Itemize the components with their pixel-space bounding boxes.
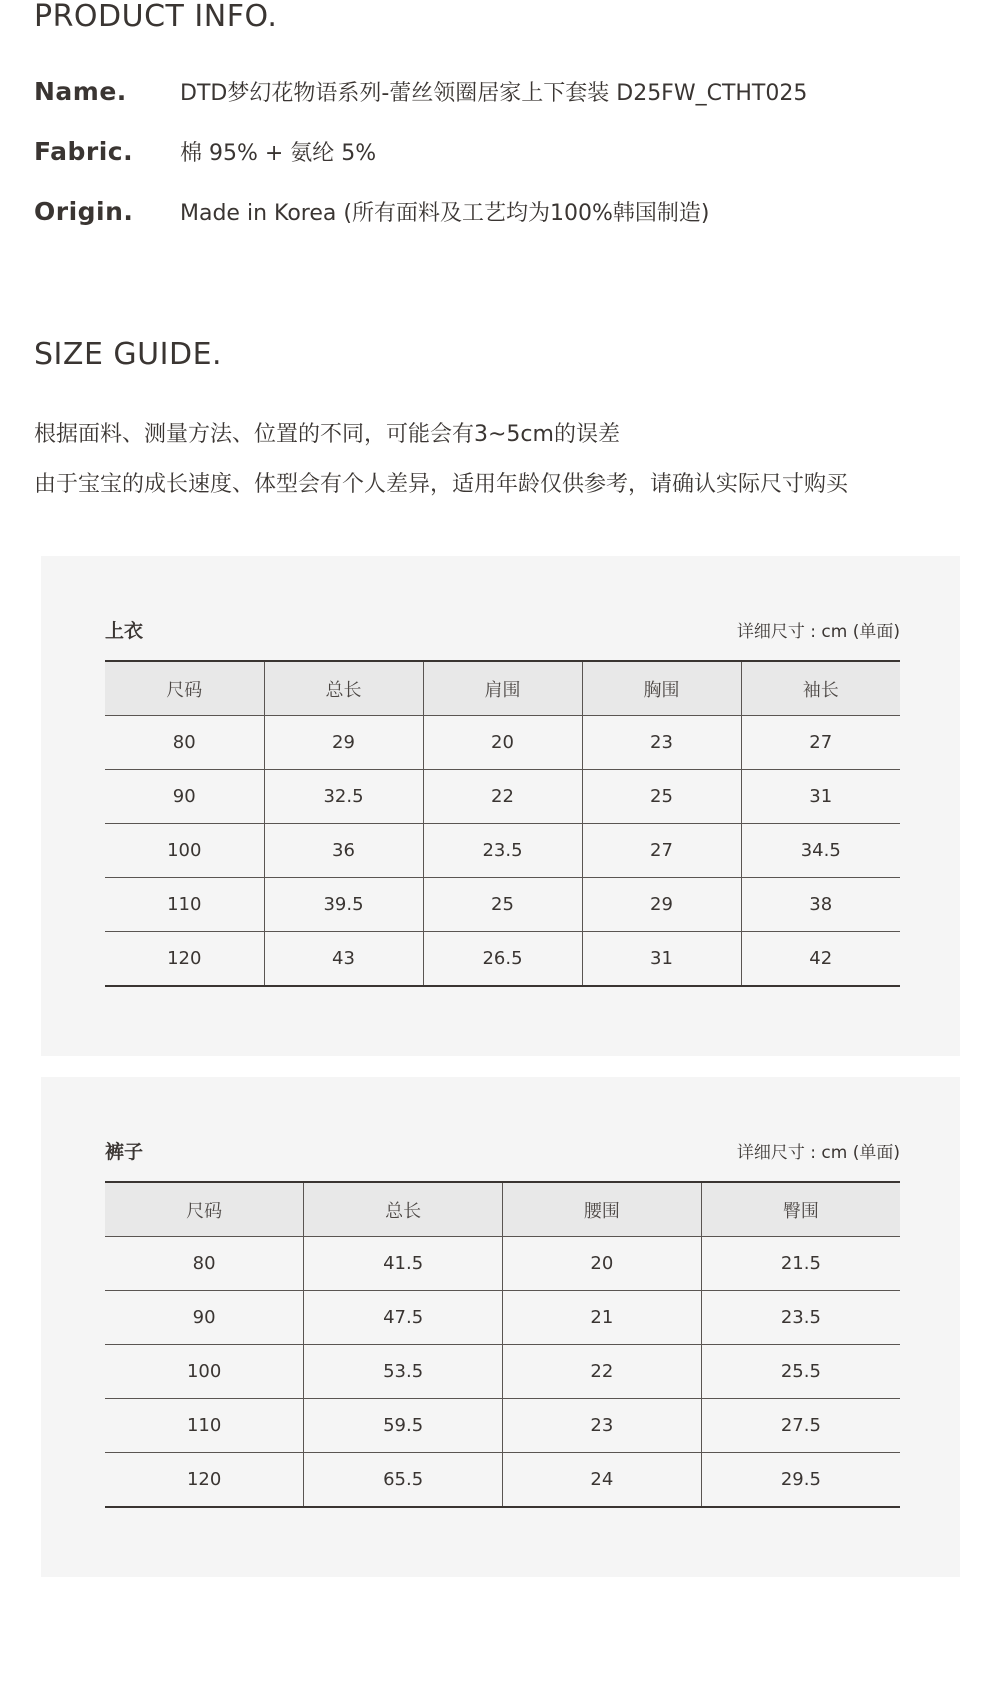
top-table-title: 上衣	[105, 619, 144, 642]
header-cell: 肩围	[423, 661, 582, 716]
top-size-panel	[41, 556, 960, 1056]
table-cell: 120	[105, 1453, 304, 1508]
table-cell: 29.5	[780, 1469, 821, 1490]
age-note: 由于宝宝的成长速度、体型会有个人差异，适用年龄仅供参考，请确认实际尺寸购买	[34, 472, 849, 497]
fabric-label: Fabric.	[34, 136, 134, 166]
table-cell: 23.5	[423, 824, 582, 878]
header-cell: 尺码	[105, 1182, 304, 1237]
table-cell: 47.5	[304, 1291, 503, 1345]
table-cell: 90	[105, 770, 264, 824]
table-cell: 29	[582, 878, 741, 932]
header-cell: 尺码	[105, 661, 264, 716]
table-cell: 110	[105, 1399, 304, 1453]
bottom-size-table	[105, 1181, 900, 1508]
table-cell: 25	[582, 770, 741, 824]
table-cell: 21.5	[701, 1237, 900, 1291]
table-row	[105, 878, 900, 932]
table-row	[105, 1453, 900, 1508]
table-cell: 39.5	[264, 878, 423, 932]
table-cell: 24	[503, 1453, 702, 1508]
name-value: DTD梦幻花物语系列-蕾丝领圈居家上下套装 D25FW_CTHT025	[180, 80, 808, 106]
table-cell: 36	[264, 824, 423, 878]
header-cell: 腰围	[503, 1182, 702, 1237]
table-cell: 38	[741, 878, 900, 932]
table-cell: 27	[741, 716, 900, 770]
table-cell: 23	[503, 1399, 702, 1453]
table-cell: 31	[741, 770, 900, 824]
product-info-title: PRODUCT INFO.	[34, 0, 278, 34]
table-cell: 120	[105, 932, 264, 987]
bottom-size-panel	[41, 1077, 960, 1577]
table-cell: 31	[582, 932, 741, 987]
header-cell: 总长	[304, 1182, 503, 1237]
table-cell: 20	[423, 716, 582, 770]
table-cell: 110	[105, 878, 264, 932]
origin-value: Made in Korea (所有面料及工艺均为100%韩国制造)	[180, 200, 710, 226]
fabric-row	[34, 134, 376, 168]
table-cell: 80	[105, 716, 264, 770]
table-cell: 53.5	[304, 1345, 503, 1399]
table-cell: 23.5	[701, 1291, 900, 1345]
table-cell: 27	[582, 824, 741, 878]
top-size-table	[105, 660, 900, 987]
table-cell: 25.5	[701, 1345, 900, 1399]
table-cell: 43	[264, 932, 423, 987]
table-row	[105, 1345, 900, 1399]
table-row	[105, 1237, 900, 1291]
table-cell: 21	[503, 1291, 702, 1345]
table-cell: 90	[105, 1291, 304, 1345]
header-cell: 总长	[264, 661, 423, 716]
table-cell: 42	[809, 948, 833, 969]
table-cell: 20	[503, 1237, 702, 1291]
table-cell: 25	[423, 878, 582, 932]
table-cell: 41.5	[304, 1237, 503, 1291]
table-cell: 26.5	[423, 932, 582, 987]
table-cell: 32.5	[264, 770, 423, 824]
bottom-table-title: 裤子	[105, 1140, 144, 1163]
table-row	[105, 1399, 900, 1453]
header-cell: 胸围	[582, 661, 741, 716]
name-row	[34, 74, 807, 108]
table-cell: 27.5	[701, 1399, 900, 1453]
table-row	[105, 716, 900, 770]
table-cell: 22	[423, 770, 582, 824]
table-row	[105, 932, 900, 987]
table-cell: 65.5	[304, 1453, 503, 1508]
table-cell: 29	[264, 716, 423, 770]
table-header-row	[105, 661, 900, 716]
measurement-note: 根据面料、测量方法、位置的不同，可能会有3~5cm的误差	[34, 422, 620, 447]
fabric-value: 棉 95% + 氨纶 5%	[180, 140, 377, 166]
origin-row	[34, 194, 709, 228]
origin-label: Origin.	[34, 196, 134, 226]
bottom-panel-header	[105, 1137, 900, 1163]
top-panel-header	[105, 616, 900, 642]
table-cell: 100	[105, 1345, 304, 1399]
table-cell: 100	[105, 824, 264, 878]
table-cell: 59.5	[304, 1399, 503, 1453]
table-row	[105, 1291, 900, 1345]
table-row	[105, 824, 900, 878]
table-cell: 34.5	[741, 824, 900, 878]
name-label: Name.	[34, 76, 127, 106]
header-cell: 臀围	[701, 1182, 900, 1237]
table-cell: 80	[105, 1237, 304, 1291]
table-header-row	[105, 1182, 900, 1237]
top-table-unit: 详细尺寸 : cm (单面)	[736, 621, 900, 642]
table-cell: 22	[503, 1345, 702, 1399]
header-cell: 袖长	[741, 661, 900, 716]
table-cell: 23	[582, 716, 741, 770]
size-guide-title: SIZE GUIDE.	[34, 337, 223, 372]
table-row	[105, 770, 900, 824]
bottom-table-unit: 详细尺寸 : cm (单面)	[736, 1142, 900, 1163]
